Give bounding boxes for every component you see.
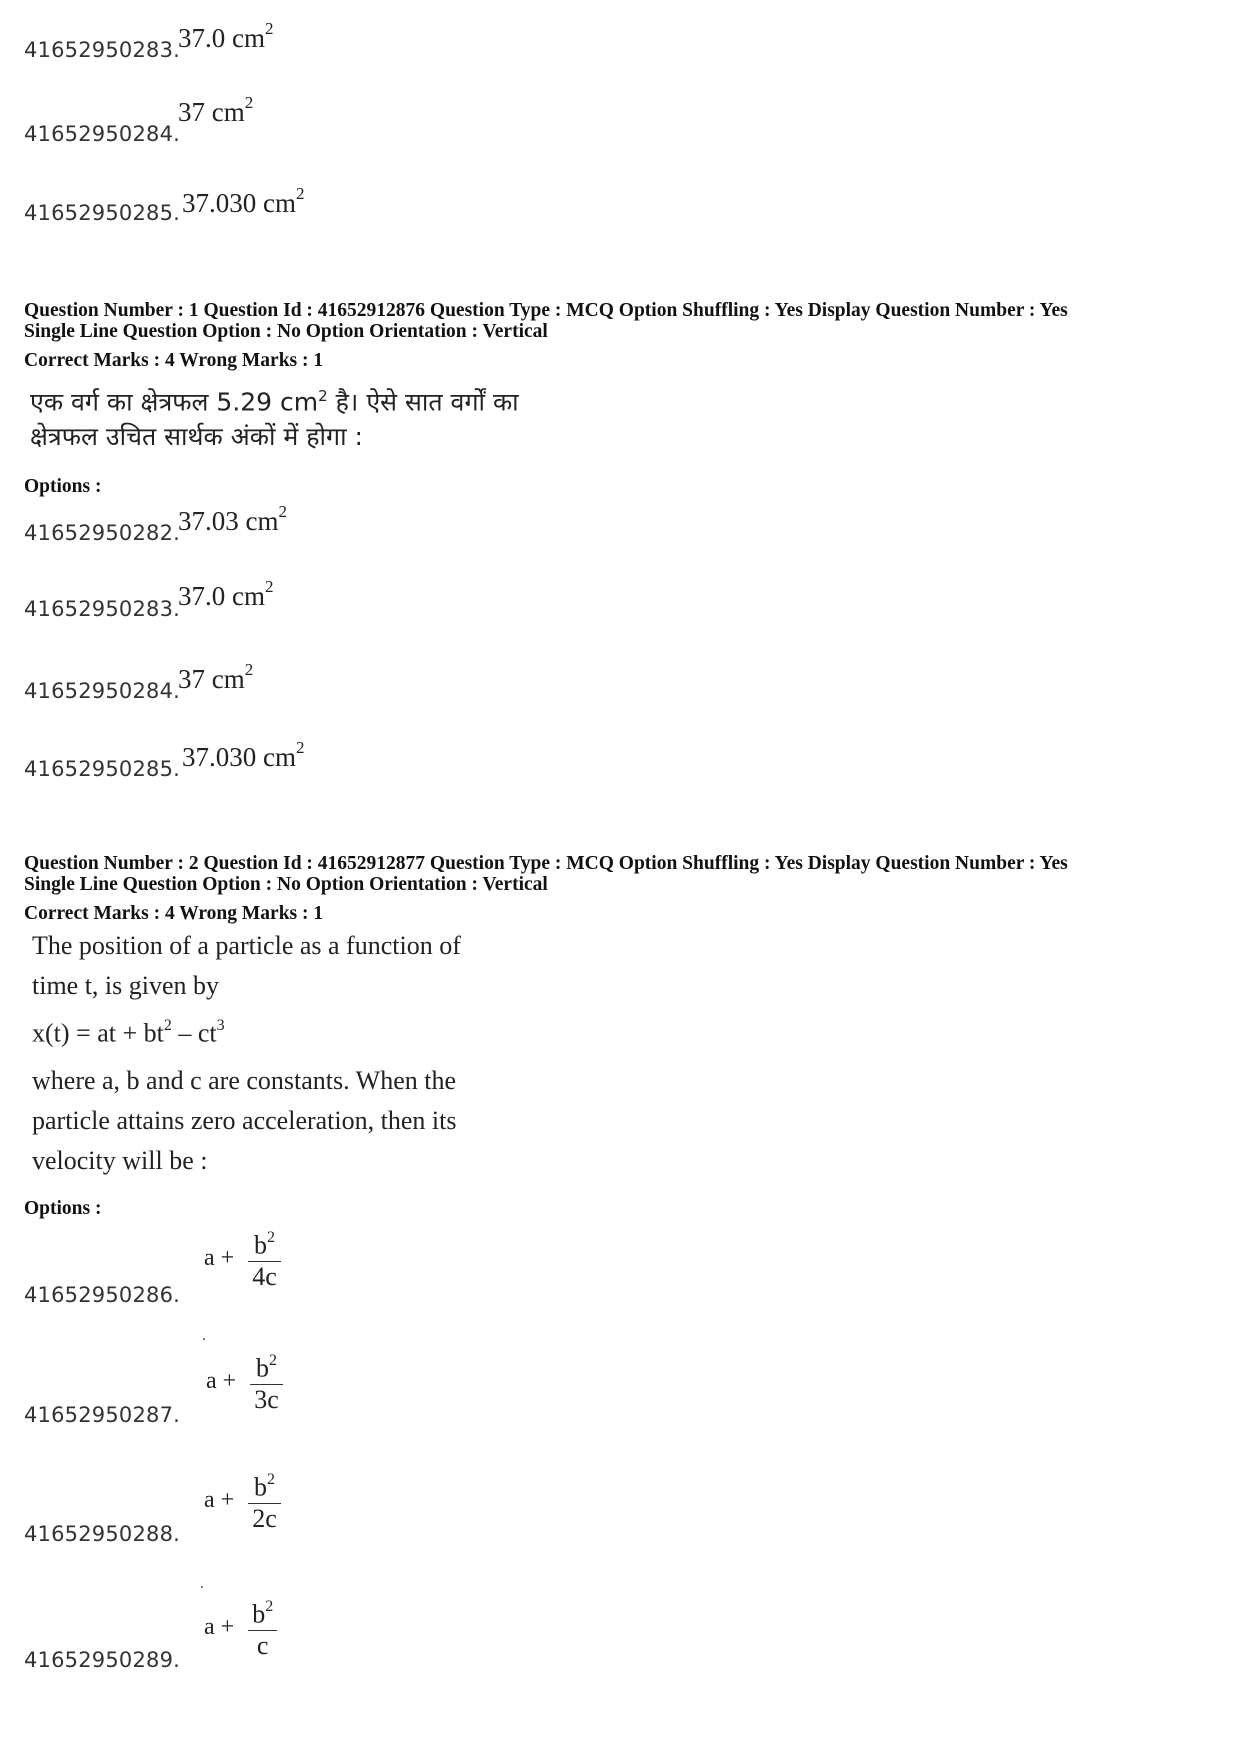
- option-id: 41652950285.: [24, 201, 181, 225]
- option-value: 37.03 $cm^2$: [178, 502, 287, 536]
- question-marks: Correct Marks : 4 Wrong Marks : 1: [24, 903, 324, 924]
- option-value: a + $\frac{b^2}{4c}$: [204, 1225, 281, 1292]
- stray-dot: [201, 1586, 203, 1588]
- question-text: The position of a particle as a function of: [32, 931, 461, 960]
- option-id: 41652950283.: [24, 38, 181, 62]
- fraction: $\frac{b^2}{4c}$: [248, 1225, 281, 1292]
- question-text: क्षेत्रफल उचित सार्थक अंकों में होगा :: [30, 422, 363, 451]
- option-value: a + $\frac{b^2}{2c}$: [204, 1467, 281, 1534]
- fraction: $\frac{b^2}{3c}$: [250, 1348, 283, 1415]
- options-label: Options :: [24, 1198, 102, 1219]
- stray-dot: [203, 1338, 205, 1340]
- option-value: 37.0 $cm^2$: [178, 577, 274, 611]
- option-value: 37 $cm^2$: [178, 660, 254, 694]
- option-id: 41652950287.: [24, 1403, 181, 1427]
- option-id: 41652950284.: [24, 679, 181, 703]
- option-id: 41652950289.: [24, 1648, 181, 1672]
- option-id: 41652950282.: [24, 521, 181, 545]
- question-marks: Correct Marks : 4 Wrong Marks : 1: [24, 350, 324, 371]
- question-text: where a, b and c are constants. When the: [32, 1066, 457, 1095]
- option-id: 41652950286.: [24, 1283, 181, 1307]
- question-meta: Question Number : 2 Question Id : 41652912877 Question Type : MCQ Option Shuffling : Yes Display Question Number : Yes: [24, 853, 1068, 874]
- question-meta: Question Number : 1 Question Id : 41652912876 Question Type : MCQ Option Shuffling : Yes Display Question Number : Yes: [24, 300, 1068, 321]
- fraction: $\frac{b^2}{2c}$: [248, 1467, 281, 1534]
- question-meta-options: Single Line Question Option : No Option Orientation : Vertical: [24, 874, 548, 895]
- options-label: Options :: [24, 476, 102, 497]
- option-value: 37 $cm^2$: [178, 93, 254, 127]
- question-text: velocity will be :: [32, 1146, 208, 1175]
- question-equation: x(t) = at + $bt^2 - ct^3$: [32, 1017, 225, 1048]
- option-id: 41652950285.: [24, 757, 181, 781]
- question-text: particle attains zero acceleration, then its: [32, 1106, 457, 1135]
- question-text: एक वर्ग का क्षेत्रफल 5.29 $cm^2$ है। ऐसे सात वर्गों का: [30, 387, 519, 417]
- question-text: time t, is given by: [32, 971, 220, 1000]
- option-value: a + $\frac{b^2}{3c}$: [206, 1348, 283, 1415]
- option-id: 41652950284.: [24, 122, 181, 146]
- option-value: 37.030 $cm^2$: [182, 738, 305, 772]
- option-value: 37.030 $cm^2$: [182, 184, 305, 218]
- option-id: 41652950283.: [24, 597, 181, 621]
- fraction: $\frac{b^2}{c}$: [248, 1594, 277, 1661]
- option-value: 37.0 $cm^2$: [178, 19, 274, 53]
- question-meta-options: Single Line Question Option : No Option Orientation : Vertical: [24, 321, 548, 342]
- option-value: a + $\frac{b^2}{c}$: [204, 1594, 277, 1661]
- option-id: 41652950288.: [24, 1522, 181, 1546]
